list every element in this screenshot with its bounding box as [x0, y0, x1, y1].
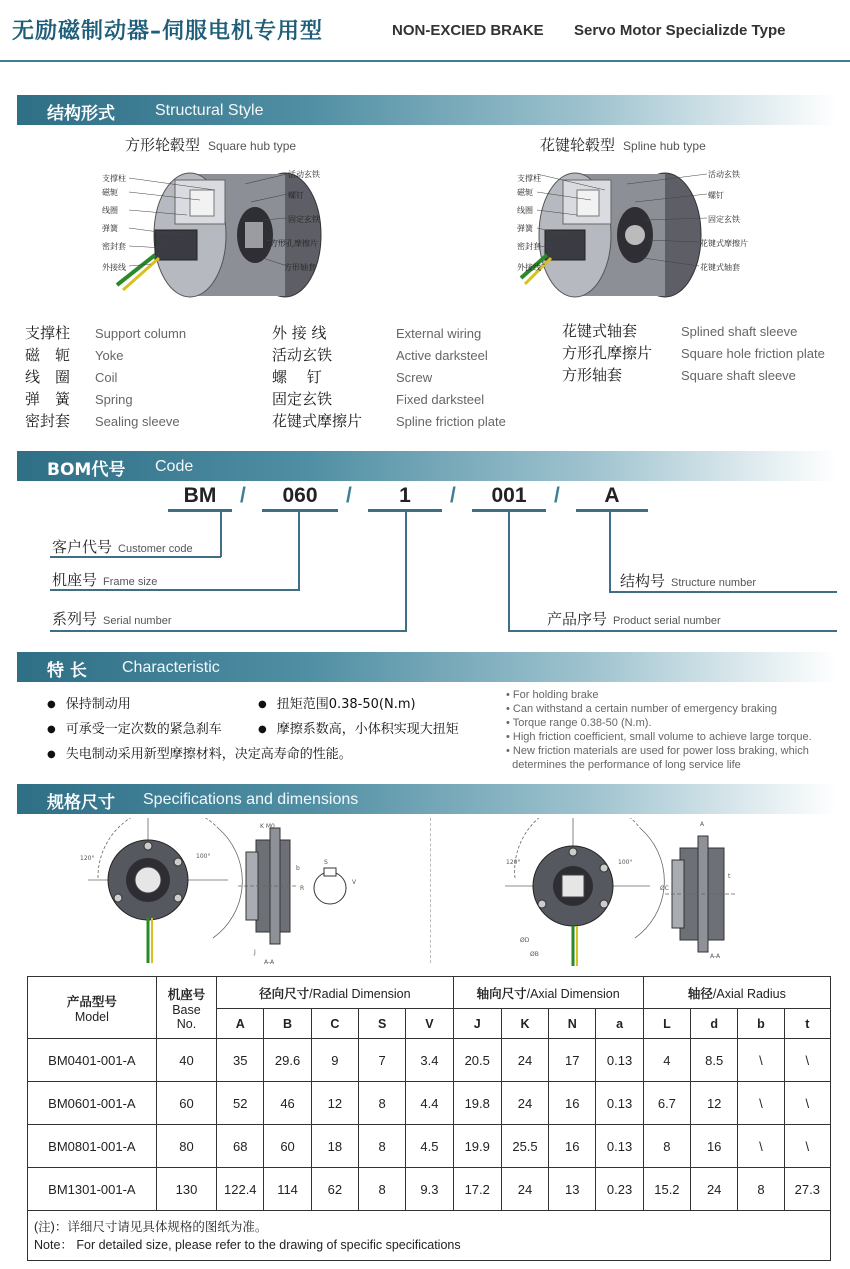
connector-line [508, 630, 837, 632]
connector-line [508, 512, 510, 631]
parts-legend-col-1 [25, 322, 186, 432]
section-title: BOM代号 [47, 460, 126, 480]
part-label: 花键式轴套 [700, 263, 740, 272]
model-cell: BM0601-001-A [28, 1082, 157, 1125]
model-cell: BM0401-001-A [28, 1039, 157, 1082]
part-label: 密封套 [517, 242, 541, 251]
table-cell: 114 [264, 1168, 311, 1211]
table-cell: 20.5 [453, 1039, 501, 1082]
drawing-label: J [254, 949, 256, 956]
table-cell: 4 [643, 1039, 690, 1082]
table-cell: 8 [358, 1168, 405, 1211]
legend-cn: 活动玄铁 [272, 346, 333, 364]
feature-item-en: • For holding brake [506, 689, 599, 701]
header-axial-radius: 轴径/Axial Radius [643, 977, 830, 1009]
feature-item-en: determines the performance of long service life [506, 759, 741, 771]
header-axial: 轴向尺寸/Axial Dimension [453, 977, 643, 1009]
column-header: B [264, 1009, 311, 1039]
feature-item-en: • High friction coefficient, small volume to achieve large torque. [506, 731, 812, 743]
square-hub-brake-illustration [95, 160, 335, 310]
code-segment-product: 001 [472, 484, 546, 512]
legend-en: Fixed darksteel [396, 392, 485, 407]
page-title: 无励磁制动器–伺服电机专用型 [12, 19, 324, 44]
legend-en: Square hole friction plate [681, 346, 825, 361]
table-row [28, 1039, 831, 1082]
header-radial: 径向尺寸/Radial Dimension [217, 977, 453, 1009]
table-cell: \ [738, 1082, 784, 1125]
connector-line [609, 512, 611, 592]
drawing-label: S [324, 859, 328, 866]
table-row [28, 1082, 831, 1125]
legend-en: Support column [95, 326, 187, 341]
section-title-en: Characteristic [122, 659, 220, 676]
table-cell: 35 [217, 1039, 264, 1082]
table-cell: 12 [691, 1082, 738, 1125]
connector-line [405, 512, 407, 631]
part-label: 密封套 [102, 242, 126, 251]
legend-cn: 密封套 [25, 412, 71, 430]
legend-cn: 线 圈 [25, 368, 71, 386]
table-row [28, 1125, 831, 1168]
table-cell: 17.2 [453, 1168, 501, 1211]
table-note [28, 1211, 831, 1261]
legend-en: Yoke [95, 348, 124, 363]
drawing-label: b [296, 865, 300, 872]
part-label: 弹簧 [102, 224, 118, 233]
structure-number-label: 结构号 Structure number [620, 572, 756, 590]
legend-en: Spline friction plate [396, 414, 506, 429]
parts-legend-col-2 [272, 322, 506, 432]
table-row [28, 1168, 831, 1211]
square-hub-title: 方形轮毂型 Square hub type [125, 136, 297, 154]
drawing-label: t [728, 873, 731, 880]
part-label: 磁轭 [517, 188, 533, 197]
part-label: 固定玄铁 [288, 215, 320, 224]
drawing-label: ØD [520, 937, 530, 944]
legend-cn: 花键式轴套 [562, 322, 638, 340]
table-cell: 15.2 [643, 1168, 690, 1211]
legend-cn: 弹 簧 [25, 390, 71, 408]
table-cell: 24 [501, 1039, 548, 1082]
table-cell: \ [738, 1125, 784, 1168]
serial-number-label: 系列号 Serial number [52, 610, 172, 628]
header-model: 产品型号 Model [28, 977, 157, 1039]
part-label: 线圈 [102, 206, 118, 215]
table-cell: 0.13 [596, 1039, 643, 1082]
table-cell: 16 [549, 1125, 596, 1168]
drawing-label: K M0 [260, 823, 275, 830]
drawing-label: A [700, 821, 705, 828]
section-bar-bom [17, 451, 837, 481]
part-label: 固定玄铁 [708, 215, 740, 224]
legend-en: Square shaft sleeve [681, 368, 796, 383]
part-label: 螺钉 [708, 191, 724, 200]
section-title-en: Structural Style [155, 102, 264, 119]
customer-code-label: 客户代号 Customer code [52, 538, 193, 556]
legend-cn: 方形轴套 [562, 366, 623, 384]
column-header: V [406, 1009, 453, 1039]
page-subtitle-en: Servo Motor Specializde Type [574, 22, 786, 39]
section-title-en: Specifications and dimensions [143, 791, 359, 808]
table-cell: 62 [311, 1168, 358, 1211]
code-slash: / [240, 484, 246, 507]
column-header: a [596, 1009, 643, 1039]
table-cell: 12 [311, 1082, 358, 1125]
table-cell: 60 [264, 1125, 311, 1168]
table-cell: 9 [311, 1039, 358, 1082]
drawing-label: ØB [530, 951, 539, 958]
section-title: 特 长 [47, 661, 87, 681]
table-cell: 0.23 [596, 1168, 643, 1211]
table-cell: 18 [311, 1125, 358, 1168]
drawing-label: A-A [710, 953, 721, 960]
legend-en: Coil [95, 370, 118, 385]
legend-cn: 固定玄铁 [272, 390, 333, 408]
part-label: 外接线 [102, 263, 126, 272]
table-cell: 24 [691, 1168, 738, 1211]
table-cell: 13 [549, 1168, 596, 1211]
table-cell: 9.3 [406, 1168, 453, 1211]
section-title-en: Code [155, 458, 194, 475]
table-cell: \ [738, 1039, 784, 1082]
code-slash: / [346, 484, 352, 507]
parts-legend-col-3 [562, 320, 825, 386]
part-label: 弹簧 [517, 224, 533, 233]
drawing-label: ØC [660, 885, 669, 892]
connector-line [50, 630, 407, 632]
section-bar-specifications [17, 784, 837, 814]
table-cell: 16 [691, 1125, 738, 1168]
feature-item: ● 可承受一定次数的紧急刹车 [47, 718, 222, 737]
page-title-en: NON-EXCIED BRAKE [392, 22, 544, 39]
feature-item: ● 保持制动用 [47, 693, 131, 712]
legend-cn: 螺 钉 [272, 368, 322, 386]
column-header: J [453, 1009, 501, 1039]
spline-hub-dimension-drawing [500, 818, 750, 968]
drawing-divider [430, 818, 431, 963]
drawing-label: 120° [80, 855, 95, 862]
note-en: Note： For detailed size, please refer to the drawing of specific specifications [34, 1237, 461, 1252]
feature-item: ● 摩擦系数高，小体积实现大扭矩 [258, 718, 459, 737]
code-segment-frame: 060 [262, 484, 338, 512]
model-cell: BM1301-001-A [28, 1168, 157, 1211]
table-cell: 19.9 [453, 1125, 501, 1168]
table-cell: 0.13 [596, 1125, 643, 1168]
table-cell: 80 [156, 1125, 216, 1168]
table-cell: 46 [264, 1082, 311, 1125]
feature-item-en: • Can withstand a certain number of emergency braking [506, 703, 778, 715]
table-cell: 4.5 [406, 1125, 453, 1168]
column-header: d [691, 1009, 738, 1039]
feature-item-en: • New friction materials are used for power loss braking, which [506, 745, 809, 757]
part-label: 线圈 [517, 206, 533, 215]
note-cn: (注)：详细尺寸请见具体规格的图纸为准。 [34, 1219, 268, 1234]
legend-en: Splined shaft sleeve [681, 324, 798, 339]
table-cell: 68 [217, 1125, 264, 1168]
section-bar-structural [17, 95, 837, 125]
part-label: 方形孔摩擦片 [270, 239, 318, 248]
part-label: 外接线 [517, 263, 541, 272]
spline-hub-brake-illustration [515, 160, 755, 310]
table-cell: 6.7 [643, 1082, 690, 1125]
legend-cn: 磁 轭 [25, 346, 71, 364]
table-cell: 8.5 [691, 1039, 738, 1082]
legend-en: Sealing sleeve [95, 414, 180, 429]
part-label: 活动玄铁 [288, 170, 320, 179]
code-segment-structure: A [576, 484, 648, 512]
legend-en: External wiring [396, 326, 482, 341]
table-cell: 17 [549, 1039, 596, 1082]
table-cell: 8 [358, 1082, 405, 1125]
column-header: C [311, 1009, 358, 1039]
table-cell: 29.6 [264, 1039, 311, 1082]
feature-item: ● 扭矩范围0.38-50(N.m) [258, 693, 416, 712]
part-label: 方形轴套 [284, 263, 316, 272]
part-label: 支撑柱 [102, 174, 126, 183]
table-cell: 19.8 [453, 1082, 501, 1125]
column-header: S [358, 1009, 405, 1039]
table-cell: 130 [156, 1168, 216, 1211]
part-label: 支撑柱 [517, 174, 541, 183]
feature-item: ● 失电制动采用新型摩擦材料，决定高寿命的性能。 [47, 743, 352, 762]
part-label: 螺钉 [288, 191, 304, 200]
table-cell: 25.5 [501, 1125, 548, 1168]
spline-hub-title: 花键轮毂型 Spline hub type [540, 136, 706, 154]
table-cell: \ [784, 1082, 830, 1125]
table-cell: 8 [358, 1125, 405, 1168]
column-header: b [738, 1009, 784, 1039]
table-cell: 27.3 [784, 1168, 830, 1211]
spec-table [27, 976, 831, 1261]
drawing-label: A-A [264, 959, 275, 966]
table-cell: 8 [738, 1168, 784, 1211]
connector-line [220, 512, 222, 557]
code-slash: / [450, 484, 456, 507]
table-cell: 60 [156, 1082, 216, 1125]
drawing-label: R [300, 885, 305, 892]
connector-line [298, 512, 300, 590]
part-label: 活动玄铁 [708, 170, 740, 179]
table-cell: 52 [217, 1082, 264, 1125]
section-bar-characteristic [17, 652, 837, 682]
model-cell: BM0801-001-A [28, 1125, 157, 1168]
section-title: 结构形式 [47, 104, 115, 124]
header-base: 机座号 Base No. [156, 977, 216, 1039]
legend-cn: 支撑柱 [25, 324, 71, 342]
legend-cn: 方形孔摩擦片 [562, 344, 653, 362]
column-header: A [217, 1009, 264, 1039]
column-header: N [549, 1009, 596, 1039]
part-label: 磁轭 [102, 188, 118, 197]
drawing-label: 100° [196, 853, 211, 860]
column-header: t [784, 1009, 830, 1039]
table-cell: 4.4 [406, 1082, 453, 1125]
code-slash: / [554, 484, 560, 507]
table-cell: 24 [501, 1082, 548, 1125]
drawing-label: V [352, 879, 357, 886]
code-segment-prefix: BM [168, 484, 232, 512]
frame-size-label: 机座号 Frame size [52, 571, 158, 589]
table-cell: 16 [549, 1082, 596, 1125]
header-divider [0, 60, 850, 62]
table-cell: 0.13 [596, 1082, 643, 1125]
table-cell: 7 [358, 1039, 405, 1082]
section-title: 规格尺寸 [47, 793, 115, 813]
table-cell: 8 [643, 1125, 690, 1168]
connector-line [609, 591, 837, 593]
table-cell: \ [784, 1125, 830, 1168]
legend-en: Spring [95, 392, 133, 407]
table-cell: \ [784, 1039, 830, 1082]
column-header: L [643, 1009, 690, 1039]
legend-en: Screw [396, 370, 433, 385]
table-cell: 122.4 [217, 1168, 264, 1211]
feature-list-en [506, 688, 812, 772]
table-cell: 24 [501, 1168, 548, 1211]
square-hub-dimension-drawing [78, 818, 423, 968]
legend-cn: 外 接 线 [272, 324, 327, 342]
table-cell: 40 [156, 1039, 216, 1082]
column-header: K [501, 1009, 548, 1039]
drawing-label: 100° [618, 859, 633, 866]
spec-table-body [28, 1039, 831, 1211]
drawing-label: 120° [506, 859, 521, 866]
part-label: 花键式摩擦片 [700, 239, 748, 248]
legend-cn: 花键式摩擦片 [272, 412, 363, 430]
product-serial-label: 产品序号 Product serial number [547, 610, 721, 628]
table-cell: 3.4 [406, 1039, 453, 1082]
code-segment-serial: 1 [368, 484, 442, 512]
legend-en: Active darksteel [396, 348, 488, 363]
feature-item-en: • Torque range 0.38-50 (N.m). [506, 717, 652, 729]
